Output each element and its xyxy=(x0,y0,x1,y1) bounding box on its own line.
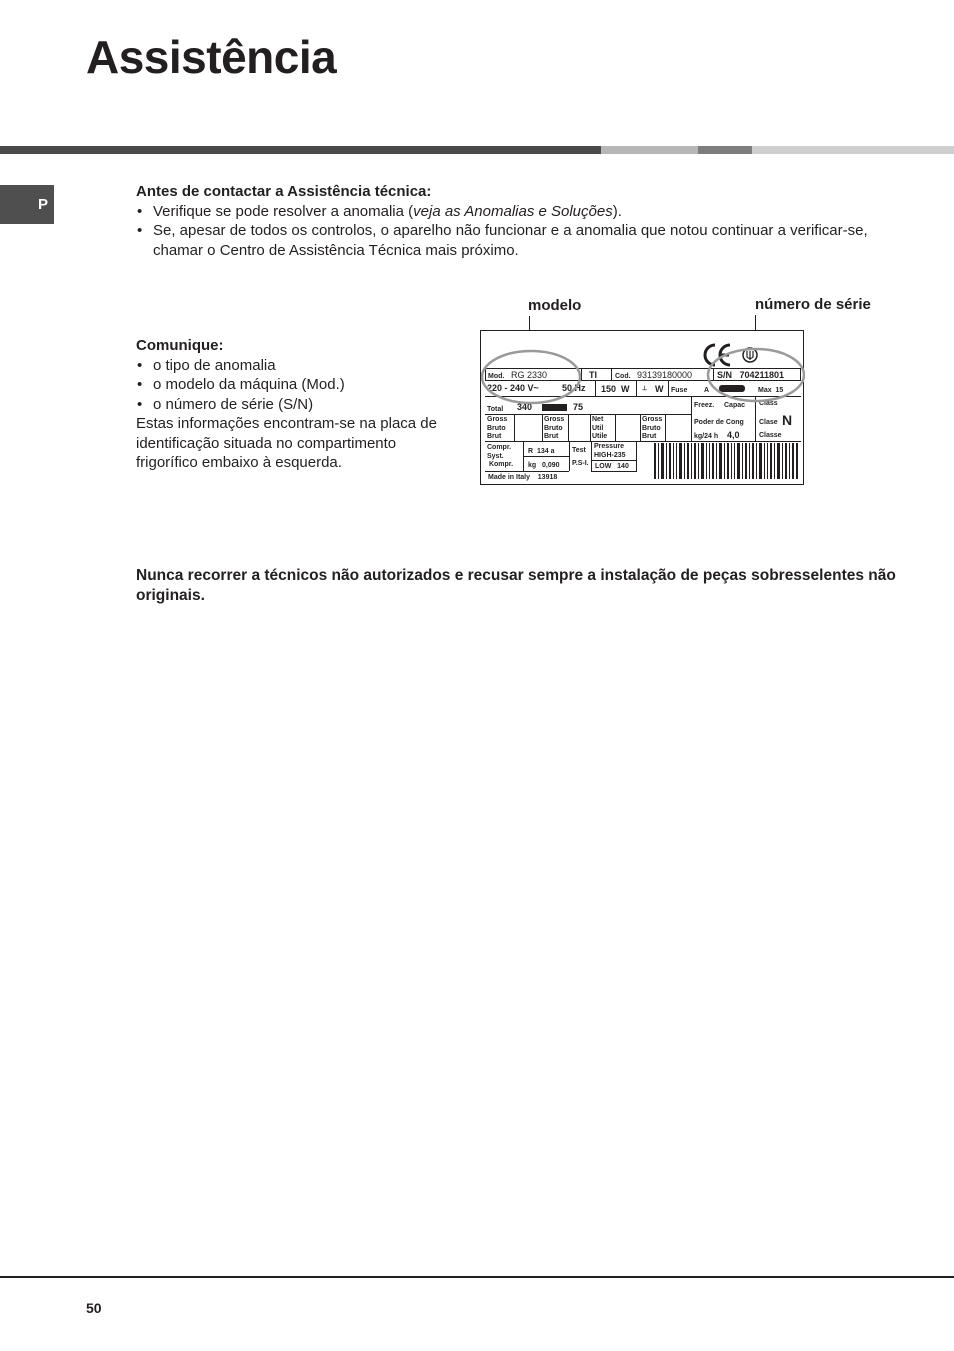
total-value: 340 xyxy=(517,402,533,412)
clase-label: Clase xyxy=(759,419,778,426)
cod-label: Cod. xyxy=(615,373,631,380)
language-tab: P xyxy=(0,185,54,224)
list-item: • Verifique se pode resolver a anomalia (veja as Anomalias e Soluções). xyxy=(136,202,896,222)
poder-label: Poder de Cong xyxy=(694,419,744,426)
compressor-label: Compr. Syst. Kompr. xyxy=(487,444,514,468)
model-callout-label: modelo xyxy=(528,297,582,314)
made-in: Made in Italy 13918 xyxy=(488,474,558,481)
total-value-2: 75 xyxy=(573,402,584,412)
kg24-label: kg/24 h xyxy=(694,433,719,440)
callout-ellipses xyxy=(481,331,805,486)
gross-2: Gross Bruto Brut xyxy=(544,416,565,440)
page-title: Assistência xyxy=(86,31,337,83)
freez-label: Freez. xyxy=(694,402,715,409)
ti-label: TI xyxy=(589,370,597,380)
pressure-low: LOW 140 xyxy=(595,463,629,470)
communicate-list xyxy=(136,356,446,415)
max-label: Max 15 xyxy=(758,387,784,394)
communicate-section xyxy=(136,336,446,473)
footer-rule xyxy=(0,1276,954,1278)
pressure-high: Pressure HIGH-235 xyxy=(594,443,626,459)
amp-label: A xyxy=(704,387,710,394)
communicate-paragraph: Estas informações encontram-se na placa de identificação situada no compartimento frigorífico embaixo à esquerda. xyxy=(136,415,437,471)
gross-1: Gross Bruto Brut xyxy=(487,416,508,440)
psig-label: P.S-I. xyxy=(572,460,589,467)
before-contact-section xyxy=(136,182,896,260)
watt-label: W xyxy=(655,384,664,394)
capac-label: Capac xyxy=(724,402,746,409)
list-item: • o modelo da máquina (Mod.) xyxy=(136,375,446,395)
voltage: 220 - 240 V~ xyxy=(487,383,539,393)
before-contact-list xyxy=(136,202,896,261)
power-rating: 150 W xyxy=(601,384,630,394)
list-item: • o tipo de anomalia xyxy=(136,356,446,376)
model-highlight-ellipse xyxy=(482,351,580,403)
list-item: • Se, apesar de todos os controlos, o aparelho não funcionar e a anomalia que notou continuar a verificar-se, chamar o Centro de Assistência Técnica mais próximo. xyxy=(136,221,896,260)
page-number: 50 xyxy=(86,1300,102,1316)
refrigerant: R 134 a xyxy=(528,448,555,455)
cod-value: 93139180000 xyxy=(637,370,693,380)
class-label: Class xyxy=(759,400,778,407)
before-contact-heading: Antes de contactar a Assistência técnica: xyxy=(136,183,432,200)
mod-label: Mod. xyxy=(488,373,505,380)
gross-3: Gross Bruto Brut xyxy=(642,416,663,440)
communicate-heading: Comunique: xyxy=(136,337,224,354)
warning-text: Nunca recorrer a técnicos não autorizados e recusar sempre a instalação de peças sobresselentes não originais. xyxy=(136,567,896,604)
kg24-value: 4,0 xyxy=(727,430,740,440)
serial-number: S/N 704211801 xyxy=(717,370,785,380)
frequency: 50 Hz xyxy=(562,383,586,393)
list-item: • o número de série (S/N) xyxy=(136,395,446,415)
refrigerant-kg: kg 0,090 xyxy=(528,462,560,469)
mod-value: RG 2330 xyxy=(511,370,548,380)
rating-plate: Mod. RG 2330 TI Cod. 93139180000 S/N 704211801 220 - 240 V~ 50 Hz 150 W ⊥ W Fuse A Max 15 Total 340 75 Freez. Capac Class Gross Bruto Brut Gross Bruto Brut Net Util Utile Gross Bruto Brut Poder de Cong kg/24 h 4,0 Clase N Classe Compr. Syst. Kompr. R 134 a kg 0,090 Test P.S-I. Pressure HIGH-235 LOW 140 Made in Italy 13918 xyxy=(480,330,804,485)
serial-highlight-ellipse xyxy=(708,349,804,401)
serial-callout-label: número de série xyxy=(755,296,871,313)
classe-label: Classe xyxy=(759,432,782,439)
clase-value: N xyxy=(782,412,793,428)
fuse-label: Fuse xyxy=(671,387,688,394)
test-label: Test xyxy=(572,447,586,454)
total-label: Total xyxy=(487,406,504,413)
net: Net Util Utile xyxy=(592,416,608,440)
